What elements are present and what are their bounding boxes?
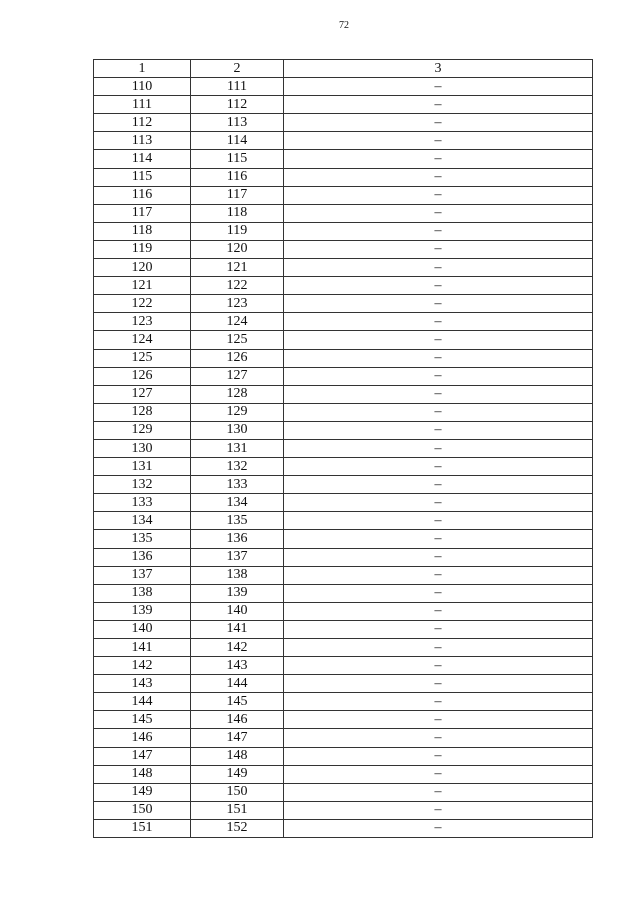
table-cell-col1: 112: [94, 114, 191, 132]
table-row: [94, 639, 593, 657]
table-cell-col3: –: [284, 512, 593, 530]
table-row: [94, 186, 593, 204]
table-cell-col3: –: [284, 78, 593, 96]
table-cell-col3: –: [284, 584, 593, 602]
table-cell-col1: 147: [94, 747, 191, 765]
table-row: [94, 222, 593, 240]
table-cell-col1: 149: [94, 783, 191, 801]
table-cell-col3: –: [284, 114, 593, 132]
table-cell-col2: 130: [191, 421, 284, 439]
table-cell-col3: –: [284, 367, 593, 385]
table-cell-col2: 121: [191, 259, 284, 277]
table-cell-col1: 113: [94, 132, 191, 150]
table-cell-col2: 131: [191, 439, 284, 457]
table-row: [94, 657, 593, 675]
table-row: [94, 277, 593, 295]
table-row: [94, 204, 593, 222]
table-cell-col3: –: [284, 295, 593, 313]
table-cell-col3: –: [284, 566, 593, 584]
table-row: [94, 78, 593, 96]
table-cell-col1: 130: [94, 439, 191, 457]
table-row: [94, 566, 593, 584]
table-cell-col2: 129: [191, 403, 284, 421]
table-cell-col2: 124: [191, 313, 284, 331]
table-cell-col1: 126: [94, 367, 191, 385]
table-row: [94, 711, 593, 729]
table-cell-col2: 114: [191, 132, 284, 150]
table-cell-col1: 140: [94, 620, 191, 638]
table-cell-col2: 141: [191, 620, 284, 638]
table-row: [94, 421, 593, 439]
table-cell-col1: 123: [94, 313, 191, 331]
table-cell-col3: –: [284, 675, 593, 693]
table-cell-col3: –: [284, 385, 593, 403]
table-cell-col2: 145: [191, 693, 284, 711]
table-cell-col1: 133: [94, 494, 191, 512]
table-cell-col1: 138: [94, 584, 191, 602]
table-row: [94, 476, 593, 494]
table-cell-col2: 140: [191, 602, 284, 620]
column-header-1: 1: [94, 60, 191, 78]
table-cell-col2: 143: [191, 657, 284, 675]
table-cell-col3: –: [284, 819, 593, 837]
table-row: [94, 458, 593, 476]
table-cell-col3: –: [284, 801, 593, 819]
table-cell-col1: 135: [94, 530, 191, 548]
header-row: [94, 60, 593, 78]
table-row: [94, 150, 593, 168]
table-cell-col1: 150: [94, 801, 191, 819]
table-cell-col2: 151: [191, 801, 284, 819]
table-cell-col1: 151: [94, 819, 191, 837]
table-cell-col1: 124: [94, 331, 191, 349]
table-cell-col1: 144: [94, 693, 191, 711]
table-header: [94, 60, 593, 78]
table-row: [94, 240, 593, 258]
table-cell-col3: –: [284, 530, 593, 548]
table-row: [94, 765, 593, 783]
table-row: [94, 783, 593, 801]
table-cell-col2: 144: [191, 675, 284, 693]
table-cell-col1: 129: [94, 421, 191, 439]
table-cell-col1: 118: [94, 222, 191, 240]
table-cell-col3: –: [284, 403, 593, 421]
table-row: [94, 403, 593, 421]
table-cell-col1: 127: [94, 385, 191, 403]
table-row: [94, 584, 593, 602]
table-cell-col3: –: [284, 349, 593, 367]
table-cell-col2: 115: [191, 150, 284, 168]
table-cell-col2: 128: [191, 385, 284, 403]
table-cell-col3: –: [284, 222, 593, 240]
table-cell-col2: 127: [191, 367, 284, 385]
table-cell-col1: 120: [94, 259, 191, 277]
table-cell-col2: 149: [191, 765, 284, 783]
table-row: [94, 512, 593, 530]
table-cell-col1: 111: [94, 96, 191, 114]
table-cell-col3: –: [284, 168, 593, 186]
table-cell-col2: 138: [191, 566, 284, 584]
table-cell-col2: 142: [191, 639, 284, 657]
table-cell-col1: 114: [94, 150, 191, 168]
table-row: [94, 729, 593, 747]
table-row: [94, 747, 593, 765]
table-cell-col3: –: [284, 277, 593, 295]
table-cell-col2: 133: [191, 476, 284, 494]
column-header-3: 3: [284, 60, 593, 78]
table-cell-col2: 137: [191, 548, 284, 566]
table-cell-col1: 132: [94, 476, 191, 494]
table-cell-col2: 147: [191, 729, 284, 747]
table-cell-col2: 135: [191, 512, 284, 530]
table-cell-col3: –: [284, 204, 593, 222]
table-cell-col2: 116: [191, 168, 284, 186]
table-cell-col3: –: [284, 439, 593, 457]
table-row: [94, 96, 593, 114]
table-cell-col2: 118: [191, 204, 284, 222]
table-cell-col2: 111: [191, 78, 284, 96]
table-row: [94, 349, 593, 367]
table-row: [94, 132, 593, 150]
table-row: [94, 439, 593, 457]
table-row: [94, 168, 593, 186]
table-cell-col2: 122: [191, 277, 284, 295]
table-cell-col2: 152: [191, 819, 284, 837]
table-cell-col2: 150: [191, 783, 284, 801]
table-cell-col2: 136: [191, 530, 284, 548]
table-cell-col2: 113: [191, 114, 284, 132]
table-cell-col1: 125: [94, 349, 191, 367]
table-cell-col1: 116: [94, 186, 191, 204]
table-row: [94, 494, 593, 512]
table-cell-col2: 123: [191, 295, 284, 313]
table-row: [94, 385, 593, 403]
table-cell-col3: –: [284, 711, 593, 729]
table-cell-col3: –: [284, 494, 593, 512]
table-cell-col1: 131: [94, 458, 191, 476]
table-cell-col3: –: [284, 693, 593, 711]
table-cell-col1: 119: [94, 240, 191, 258]
table-cell-col2: 134: [191, 494, 284, 512]
table-cell-col2: 148: [191, 747, 284, 765]
table-cell-col3: –: [284, 620, 593, 638]
table-cell-col1: 139: [94, 602, 191, 620]
page-number: 72: [339, 20, 349, 31]
table-cell-col3: –: [284, 96, 593, 114]
table-cell-col3: –: [284, 602, 593, 620]
table-cell-col1: 143: [94, 675, 191, 693]
table-cell-col3: –: [284, 186, 593, 204]
table-cell-col2: 112: [191, 96, 284, 114]
table-cell-col3: –: [284, 331, 593, 349]
table-cell-col3: –: [284, 548, 593, 566]
table-cell-col1: 146: [94, 729, 191, 747]
column-header-2: 2: [191, 60, 284, 78]
table-row: [94, 367, 593, 385]
table-row: [94, 801, 593, 819]
table-cell-col1: 128: [94, 403, 191, 421]
table-cell-col3: –: [284, 240, 593, 258]
table-row: [94, 620, 593, 638]
table-cell-col2: 125: [191, 331, 284, 349]
table-row: [94, 819, 593, 837]
table-row: [94, 675, 593, 693]
table-row: [94, 259, 593, 277]
table-cell-col1: 134: [94, 512, 191, 530]
table-row: [94, 693, 593, 711]
table-cell-col3: –: [284, 458, 593, 476]
table-cell-col3: –: [284, 259, 593, 277]
table-cell-col1: 115: [94, 168, 191, 186]
table-cell-col2: 146: [191, 711, 284, 729]
table-cell-col3: –: [284, 150, 593, 168]
table-row: [94, 295, 593, 313]
table-cell-col3: –: [284, 132, 593, 150]
table-cell-col2: 126: [191, 349, 284, 367]
table-cell-col3: –: [284, 639, 593, 657]
table-cell-col1: 141: [94, 639, 191, 657]
table-cell-col3: –: [284, 747, 593, 765]
table-cell-col1: 117: [94, 204, 191, 222]
table-cell-col1: 145: [94, 711, 191, 729]
table-cell-col3: –: [284, 765, 593, 783]
table-cell-col2: 117: [191, 186, 284, 204]
table-cell-col1: 110: [94, 78, 191, 96]
table-cell-col2: 119: [191, 222, 284, 240]
table-cell-col3: –: [284, 313, 593, 331]
table-row: [94, 114, 593, 132]
table-body: [94, 78, 593, 838]
data-table: [93, 59, 593, 838]
table-row: [94, 530, 593, 548]
table-cell-col1: 136: [94, 548, 191, 566]
table-row: [94, 313, 593, 331]
table-row: [94, 548, 593, 566]
table-cell-col3: –: [284, 783, 593, 801]
table-cell-col3: –: [284, 729, 593, 747]
table-cell-col1: 148: [94, 765, 191, 783]
table-cell-col1: 121: [94, 277, 191, 295]
table-cell-col2: 132: [191, 458, 284, 476]
table-row: [94, 331, 593, 349]
table-cell-col3: –: [284, 657, 593, 675]
table-cell-col2: 120: [191, 240, 284, 258]
table-cell-col1: 137: [94, 566, 191, 584]
table-cell-col1: 122: [94, 295, 191, 313]
table-cell-col1: 142: [94, 657, 191, 675]
table-cell-col3: –: [284, 476, 593, 494]
table-row: [94, 602, 593, 620]
table-cell-col3: –: [284, 421, 593, 439]
table-cell-col2: 139: [191, 584, 284, 602]
